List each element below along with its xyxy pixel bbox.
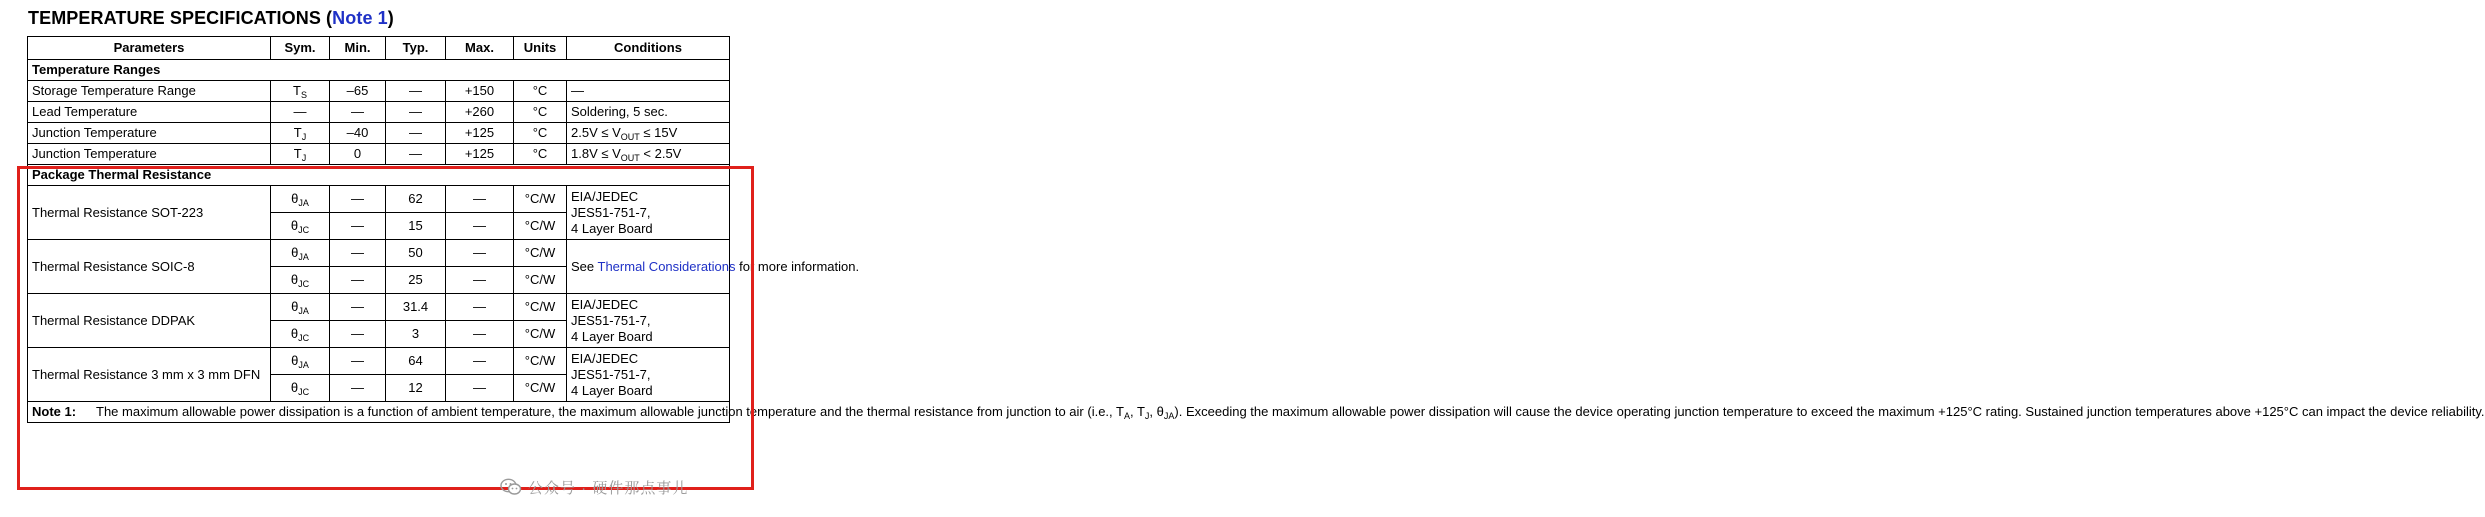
typ-cell: 64 (386, 348, 446, 375)
min-cell: — (330, 213, 386, 240)
sym-cell: $T_J$ (271, 144, 330, 165)
min-cell: — (330, 294, 386, 321)
sym-cell: $T_S$ (271, 81, 330, 102)
header-parameters: Parameters (28, 37, 271, 60)
units-cell: °C/W (514, 267, 567, 294)
wechat-icon (500, 478, 522, 496)
title-suffix: ) (387, 8, 394, 28)
section-row (28, 60, 730, 81)
units-cell: °C/W (514, 321, 567, 348)
typ-cell: 31.4 (386, 294, 446, 321)
param-cell: Lead Temperature (28, 102, 271, 123)
page-title (28, 8, 394, 34)
min-cell: –65 (330, 81, 386, 102)
note-label: Note 1: (32, 403, 77, 419)
max-cell: — (446, 240, 514, 267)
sym-cell: — (271, 102, 330, 123)
max-cell: +125 (446, 123, 514, 144)
min-cell: — (330, 267, 386, 294)
temperature-spec-table (27, 36, 2485, 423)
units-cell: °C/W (514, 348, 567, 375)
min-cell: — (330, 375, 386, 402)
header-units: Units (514, 37, 567, 60)
typ-cell: — (386, 81, 446, 102)
table-row (28, 294, 730, 321)
typ-cell: 3 (386, 321, 446, 348)
cond-cell: — (567, 81, 730, 102)
thermal-considerations-link[interactable]: Thermal Considerations (597, 258, 736, 274)
units-cell: °C/W (514, 213, 567, 240)
note-text: The maximum allowable power dissipation is a function of ambient temperature, the maximum allowable junction temperature and the thermal resistance from junction to air (i.e., $T_A$, $T_J$, $\theta_{JA}$). Exceeding the maximum allowable power dissipation will cause the device operating junction temperature to exceed the maximum +125°C rating. Sustained junction temperatures above +125°C can impact the device reliability. (96, 403, 2485, 421)
header-sym: Sym. (271, 37, 330, 60)
cond-cell: EIA/JEDEC JES51-751-7, 4 Layer Board (567, 348, 730, 402)
sym-cell: $\theta_{JC}$ (271, 375, 330, 402)
cond-cell: $2.5V \le V_{OUT} \le 15V$ (567, 123, 730, 144)
title-text: TEMPERATURE SPECIFICATIONS ( (28, 8, 333, 28)
min-cell: –40 (330, 123, 386, 144)
note-1-link[interactable]: Note 1 (332, 8, 388, 28)
typ-cell: — (386, 102, 446, 123)
cond-cell: EIA/JEDEC JES51-751-7, 4 Layer Board (567, 186, 730, 240)
units-cell: °C/W (514, 240, 567, 267)
table-row (28, 102, 730, 123)
max-cell: — (446, 348, 514, 375)
section-temperature-ranges: Temperature Ranges (28, 60, 730, 81)
watermark (500, 474, 688, 500)
header-row (28, 37, 730, 60)
cond-cell: Soldering, 5 sec. (567, 102, 730, 123)
header-min: Min. (330, 37, 386, 60)
units-cell: °C (514, 102, 567, 123)
section-package-thermal: Package Thermal Resistance (28, 165, 730, 186)
sym-cell: $\theta_{JA}$ (271, 186, 330, 213)
units-cell: °C/W (514, 186, 567, 213)
sym-cell: $\theta_{JC}$ (271, 267, 330, 294)
sym-cell: $\theta_{JA}$ (271, 240, 330, 267)
typ-cell: 25 (386, 267, 446, 294)
section-row (28, 165, 730, 186)
sym-cell: $\theta_{JA}$ (271, 348, 330, 375)
param-cell: Junction Temperature (28, 123, 271, 144)
param-cell: Thermal Resistance SOT-223 (28, 186, 271, 240)
param-cell: Junction Temperature (28, 144, 271, 165)
min-cell: — (330, 102, 386, 123)
cond-cell: $1.8V \le V_{OUT} < 2.5V$ (567, 144, 730, 165)
typ-cell: 50 (386, 240, 446, 267)
table-row (28, 123, 730, 144)
units-cell: °C/W (514, 375, 567, 402)
typ-cell: 12 (386, 375, 446, 402)
min-cell: — (330, 348, 386, 375)
min-cell: — (330, 240, 386, 267)
min-cell: — (330, 321, 386, 348)
max-cell: — (446, 321, 514, 348)
sym-cell: $\theta_{JA}$ (271, 294, 330, 321)
table-row (28, 240, 730, 267)
watermark-text: 公众号 · 硬件那点事儿 (528, 479, 689, 497)
sym-cell: $\theta_{JC}$ (271, 321, 330, 348)
typ-cell: 15 (386, 213, 446, 240)
param-cell: Thermal Resistance SOIC-8 (28, 240, 271, 294)
note-row (28, 402, 730, 423)
note-cell (28, 402, 2485, 423)
units-cell: °C (514, 144, 567, 165)
table-row (28, 144, 730, 165)
sym-cell: $T_J$ (271, 123, 330, 144)
max-cell: +125 (446, 144, 514, 165)
max-cell: — (446, 186, 514, 213)
typ-cell: 62 (386, 186, 446, 213)
typ-cell: — (386, 144, 446, 165)
max-cell: — (446, 213, 514, 240)
units-cell: °C (514, 81, 567, 102)
max-cell: +150 (446, 81, 514, 102)
min-cell: — (330, 186, 386, 213)
units-cell: °C (514, 123, 567, 144)
max-cell: — (446, 267, 514, 294)
header-typ: Typ. (386, 37, 446, 60)
min-cell: 0 (330, 144, 386, 165)
param-cell: Storage Temperature Range (28, 81, 271, 102)
units-cell: °C/W (514, 294, 567, 321)
param-cell: Thermal Resistance 3 mm x 3 mm DFN (28, 348, 271, 402)
header-max: Max. (446, 37, 514, 60)
typ-cell: — (386, 123, 446, 144)
cond-cell: See Thermal Considerations for more information. (567, 240, 730, 294)
max-cell: — (446, 375, 514, 402)
table-row (28, 348, 730, 375)
header-conditions: Conditions (567, 37, 730, 60)
table-row (28, 186, 730, 213)
max-cell: — (446, 294, 514, 321)
cond-cell: EIA/JEDEC JES51-751-7, 4 Layer Board (567, 294, 730, 348)
max-cell: +260 (446, 102, 514, 123)
sym-cell: $\theta_{JC}$ (271, 213, 330, 240)
table-row (28, 81, 730, 102)
param-cell: Thermal Resistance DDPAK (28, 294, 271, 348)
